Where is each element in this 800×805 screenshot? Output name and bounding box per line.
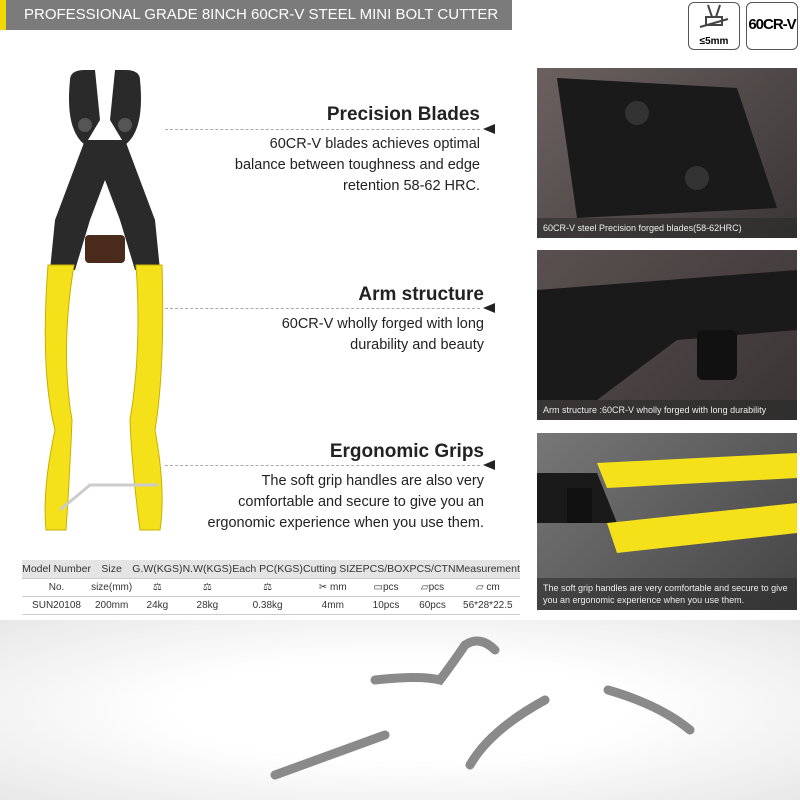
cutter-icon: ✂ <box>318 581 328 593</box>
spec-table <box>22 560 520 615</box>
value-cell: 0.38kg <box>232 596 303 614</box>
header-cell: PCS/BOX <box>363 560 410 578</box>
unit-label: pcs <box>428 581 445 593</box>
unit-label: cm <box>486 581 500 593</box>
header-cell: PCS/CTN <box>409 560 455 578</box>
value-cell: 56*28*22.5 <box>456 596 520 614</box>
header-cell: N.W(KGS) <box>183 560 233 578</box>
photo-blades <box>537 68 797 238</box>
page-title: PROFESSIONAL GRADE 8INCH 60CR-V STEEL MINI BOLT CUTTER <box>0 0 512 30</box>
photo-caption: 60CR-V steel Precision forged blades(58-62HRC) <box>537 218 797 238</box>
measure-icon: ▱ <box>475 581 484 593</box>
value-cell: 200mm <box>91 596 132 614</box>
weight-icon: ⚖ <box>183 578 233 596</box>
feature-precision-blades <box>220 104 480 197</box>
blade-closeup <box>537 68 797 218</box>
feature-title: Arm structure <box>358 284 484 305</box>
bolt-cutter-image <box>30 70 180 540</box>
feature-text: 60CR-V wholly forged with long durability and beauty <box>281 316 484 353</box>
wire-pieces <box>0 620 800 800</box>
unit-cell <box>303 578 363 596</box>
value-cell: 24kg <box>132 596 182 614</box>
feature-title: Ergonomic Grips <box>329 441 484 462</box>
cutter-icon <box>694 3 734 31</box>
table-unit-row <box>22 578 520 596</box>
cut-size-label: ≤5mm <box>699 36 729 47</box>
feature-title: Precision Blades <box>326 104 480 125</box>
unit-cell: No. <box>22 578 91 596</box>
unit-cell <box>456 578 520 596</box>
weight-icon: ⚖ <box>232 578 303 596</box>
feature-text: The soft grip handles are also very comfortable and secure to give you an ergonomic experience when you use them. <box>207 473 484 531</box>
cut-wire-samples-image <box>0 620 800 800</box>
arm-closeup <box>537 250 797 400</box>
weight-icon: ⚖ <box>132 578 182 596</box>
unit-cell <box>409 578 455 596</box>
photo-caption: The soft grip handles are very comfortable and secure to give you an ergonomic experience when you use them. <box>537 578 797 610</box>
value-cell: SUN20108 <box>22 596 91 614</box>
carton-icon: ▱ <box>420 581 429 593</box>
feature-text: 60CR-V blades achieves optimal balance between toughness and edge retention 58-62 HRC. <box>234 136 480 194</box>
material-badge: 60CR-V <box>746 2 798 50</box>
header-cell: Each PC(KGS) <box>232 560 303 578</box>
box-icon: ▭ <box>373 581 383 593</box>
photo-grips <box>537 433 797 610</box>
unit-label: pcs <box>382 581 399 593</box>
header-cell: Model Number <box>22 560 91 578</box>
grips-closeup <box>537 433 797 583</box>
unit-cell <box>363 578 410 596</box>
table-header-row <box>22 560 520 578</box>
feature-ergonomic-grips <box>184 441 484 534</box>
value-cell: 28kg <box>183 596 233 614</box>
value-cell: 60pcs <box>409 596 455 614</box>
value-cell: 4mm <box>303 596 363 614</box>
header-cell: Cutting SIZE <box>303 560 363 578</box>
feature-arm-structure <box>264 284 484 356</box>
unit-cell: size(mm) <box>91 578 132 596</box>
unit-label: mm <box>330 581 347 593</box>
header-cell: G.W(KGS) <box>132 560 182 578</box>
cut-size-badge <box>688 2 740 50</box>
photo-arm <box>537 250 797 420</box>
value-cell: 10pcs <box>363 596 410 614</box>
table-row <box>22 596 520 614</box>
header-cell: Measurement <box>456 560 520 578</box>
photo-caption: Arm structure :60CR-V wholly forged with long durability <box>537 400 797 420</box>
header-cell: Size <box>91 560 132 578</box>
